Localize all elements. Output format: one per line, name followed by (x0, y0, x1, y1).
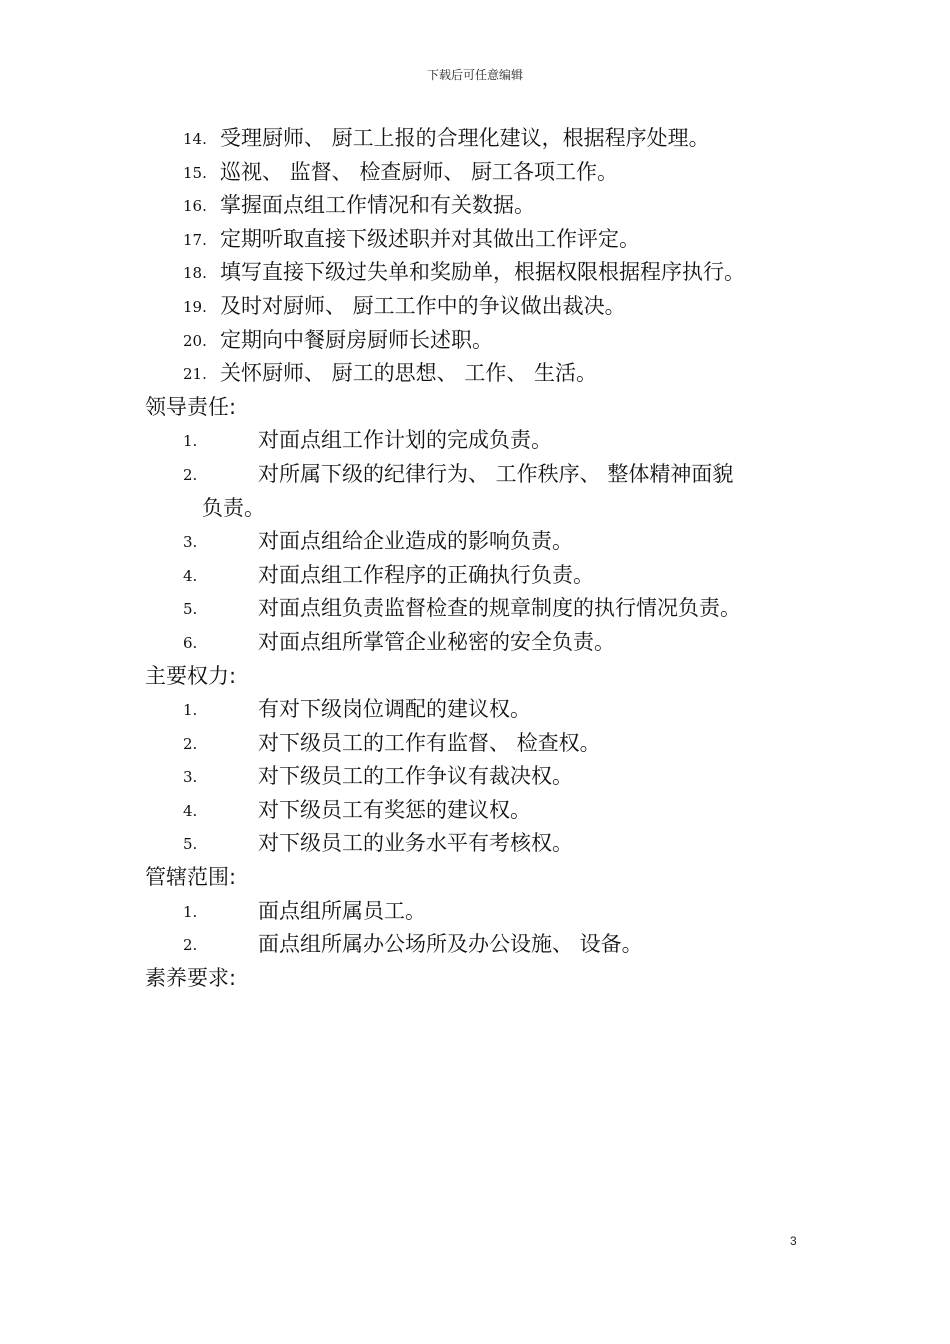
item-text: 对下级员工有奖惩的建议权。 (258, 797, 531, 822)
list-item (145, 256, 825, 290)
item-number: 5. (183, 600, 198, 619)
item-number: 16. (183, 197, 207, 216)
item-text: 及时对厨师、 厨工工作中的争议做出裁决。 (220, 293, 626, 318)
item-text: 定期听取直接下级述职并对其做出工作评定。 (220, 226, 640, 251)
item-text: 对下级员工的工作有监督、 检查权。 (258, 730, 601, 755)
item-text: 面点组所属办公场所及办公设施、 设备。 (258, 932, 643, 957)
list-item (145, 357, 825, 391)
item-number: 2. (183, 936, 198, 955)
list-item (145, 290, 825, 324)
list-item (145, 895, 825, 929)
item-number: 17. (183, 230, 207, 249)
item-number: 4. (183, 566, 198, 585)
list-item (145, 592, 825, 626)
item-number: 2. (183, 734, 198, 753)
list-item-continuation (145, 492, 825, 526)
item-text: 关怀厨师、 厨工的思想、 工作、 生活。 (220, 361, 598, 386)
item-number: 1. (183, 432, 198, 451)
item-number: 20. (183, 331, 207, 350)
list-item (145, 693, 825, 727)
list-item (145, 794, 825, 828)
page-header: 下载后可任意编辑 (426, 68, 523, 82)
list-item (145, 223, 825, 257)
item-text: 对下级员工的业务水平有考核权。 (258, 831, 573, 856)
item-text: 对面点组工作程序的正确执行负责。 (258, 562, 594, 587)
page-number: 3 (790, 1234, 797, 1248)
item-number: 4. (183, 801, 198, 820)
item-text: 对面点组所掌管企业秘密的安全负责。 (258, 629, 615, 654)
list-item (145, 122, 825, 156)
list-item (145, 424, 825, 458)
item-text: 受理厨师、 厨工上报的合理化建议，根据程序处理。 (220, 126, 710, 150)
document-body (145, 122, 825, 995)
list-item (145, 156, 825, 190)
item-number: 2. (183, 465, 198, 484)
item-text: 面点组所属员工。 (258, 898, 426, 923)
item-text: 有对下级岗位调配的建议权。 (258, 697, 531, 722)
item-text: 负责。 (202, 495, 265, 520)
item-number: 1. (183, 902, 198, 921)
list-item (145, 559, 825, 593)
item-number: 1. (183, 701, 198, 720)
item-text: 填写直接下级过失单和奖励单，根据权限根据程序执行。 (220, 260, 745, 285)
item-number: 21. (183, 365, 207, 384)
item-text: 巡视、 监督、 检查厨师、 厨工各项工作。 (220, 159, 619, 184)
item-text: 对面点组工作计划的完成负责。 (258, 428, 552, 453)
item-number: 3. (183, 768, 198, 787)
list-item (145, 626, 825, 660)
list-item (145, 727, 825, 761)
item-text: 对面点组给企业造成的影响负责。 (258, 529, 573, 554)
section-heading-qualifications: 素养要求: (145, 965, 237, 990)
item-number: 6. (183, 633, 198, 652)
item-text: 对所属下级的纪律行为、 工作秩序、 整体精神面貌 (258, 461, 734, 486)
item-number: 15. (183, 163, 207, 182)
item-text: 对下级员工的工作争议有裁决权。 (258, 764, 573, 789)
item-number: 18. (183, 264, 207, 283)
list-item (145, 458, 825, 492)
item-number: 5. (183, 835, 198, 854)
list-item (145, 189, 825, 223)
item-number: 3. (183, 533, 198, 552)
section-heading-powers: 主要权力: (145, 663, 237, 688)
item-number: 14. (183, 130, 207, 148)
list-item (145, 827, 825, 861)
list-item (145, 525, 825, 559)
list-item (145, 760, 825, 794)
section-heading-scope: 管辖范围: (145, 865, 237, 890)
list-item (145, 324, 825, 358)
item-text: 对面点组负责监督检查的规章制度的执行情况负责。 (258, 596, 741, 621)
item-number: 19. (183, 297, 207, 316)
item-text: 定期向中餐厨房厨师长述职。 (220, 327, 493, 352)
section-heading-leadership: 领导责任: (145, 394, 237, 419)
item-text: 掌握面点组工作情况和有关数据。 (220, 193, 535, 218)
list-item (145, 928, 825, 962)
